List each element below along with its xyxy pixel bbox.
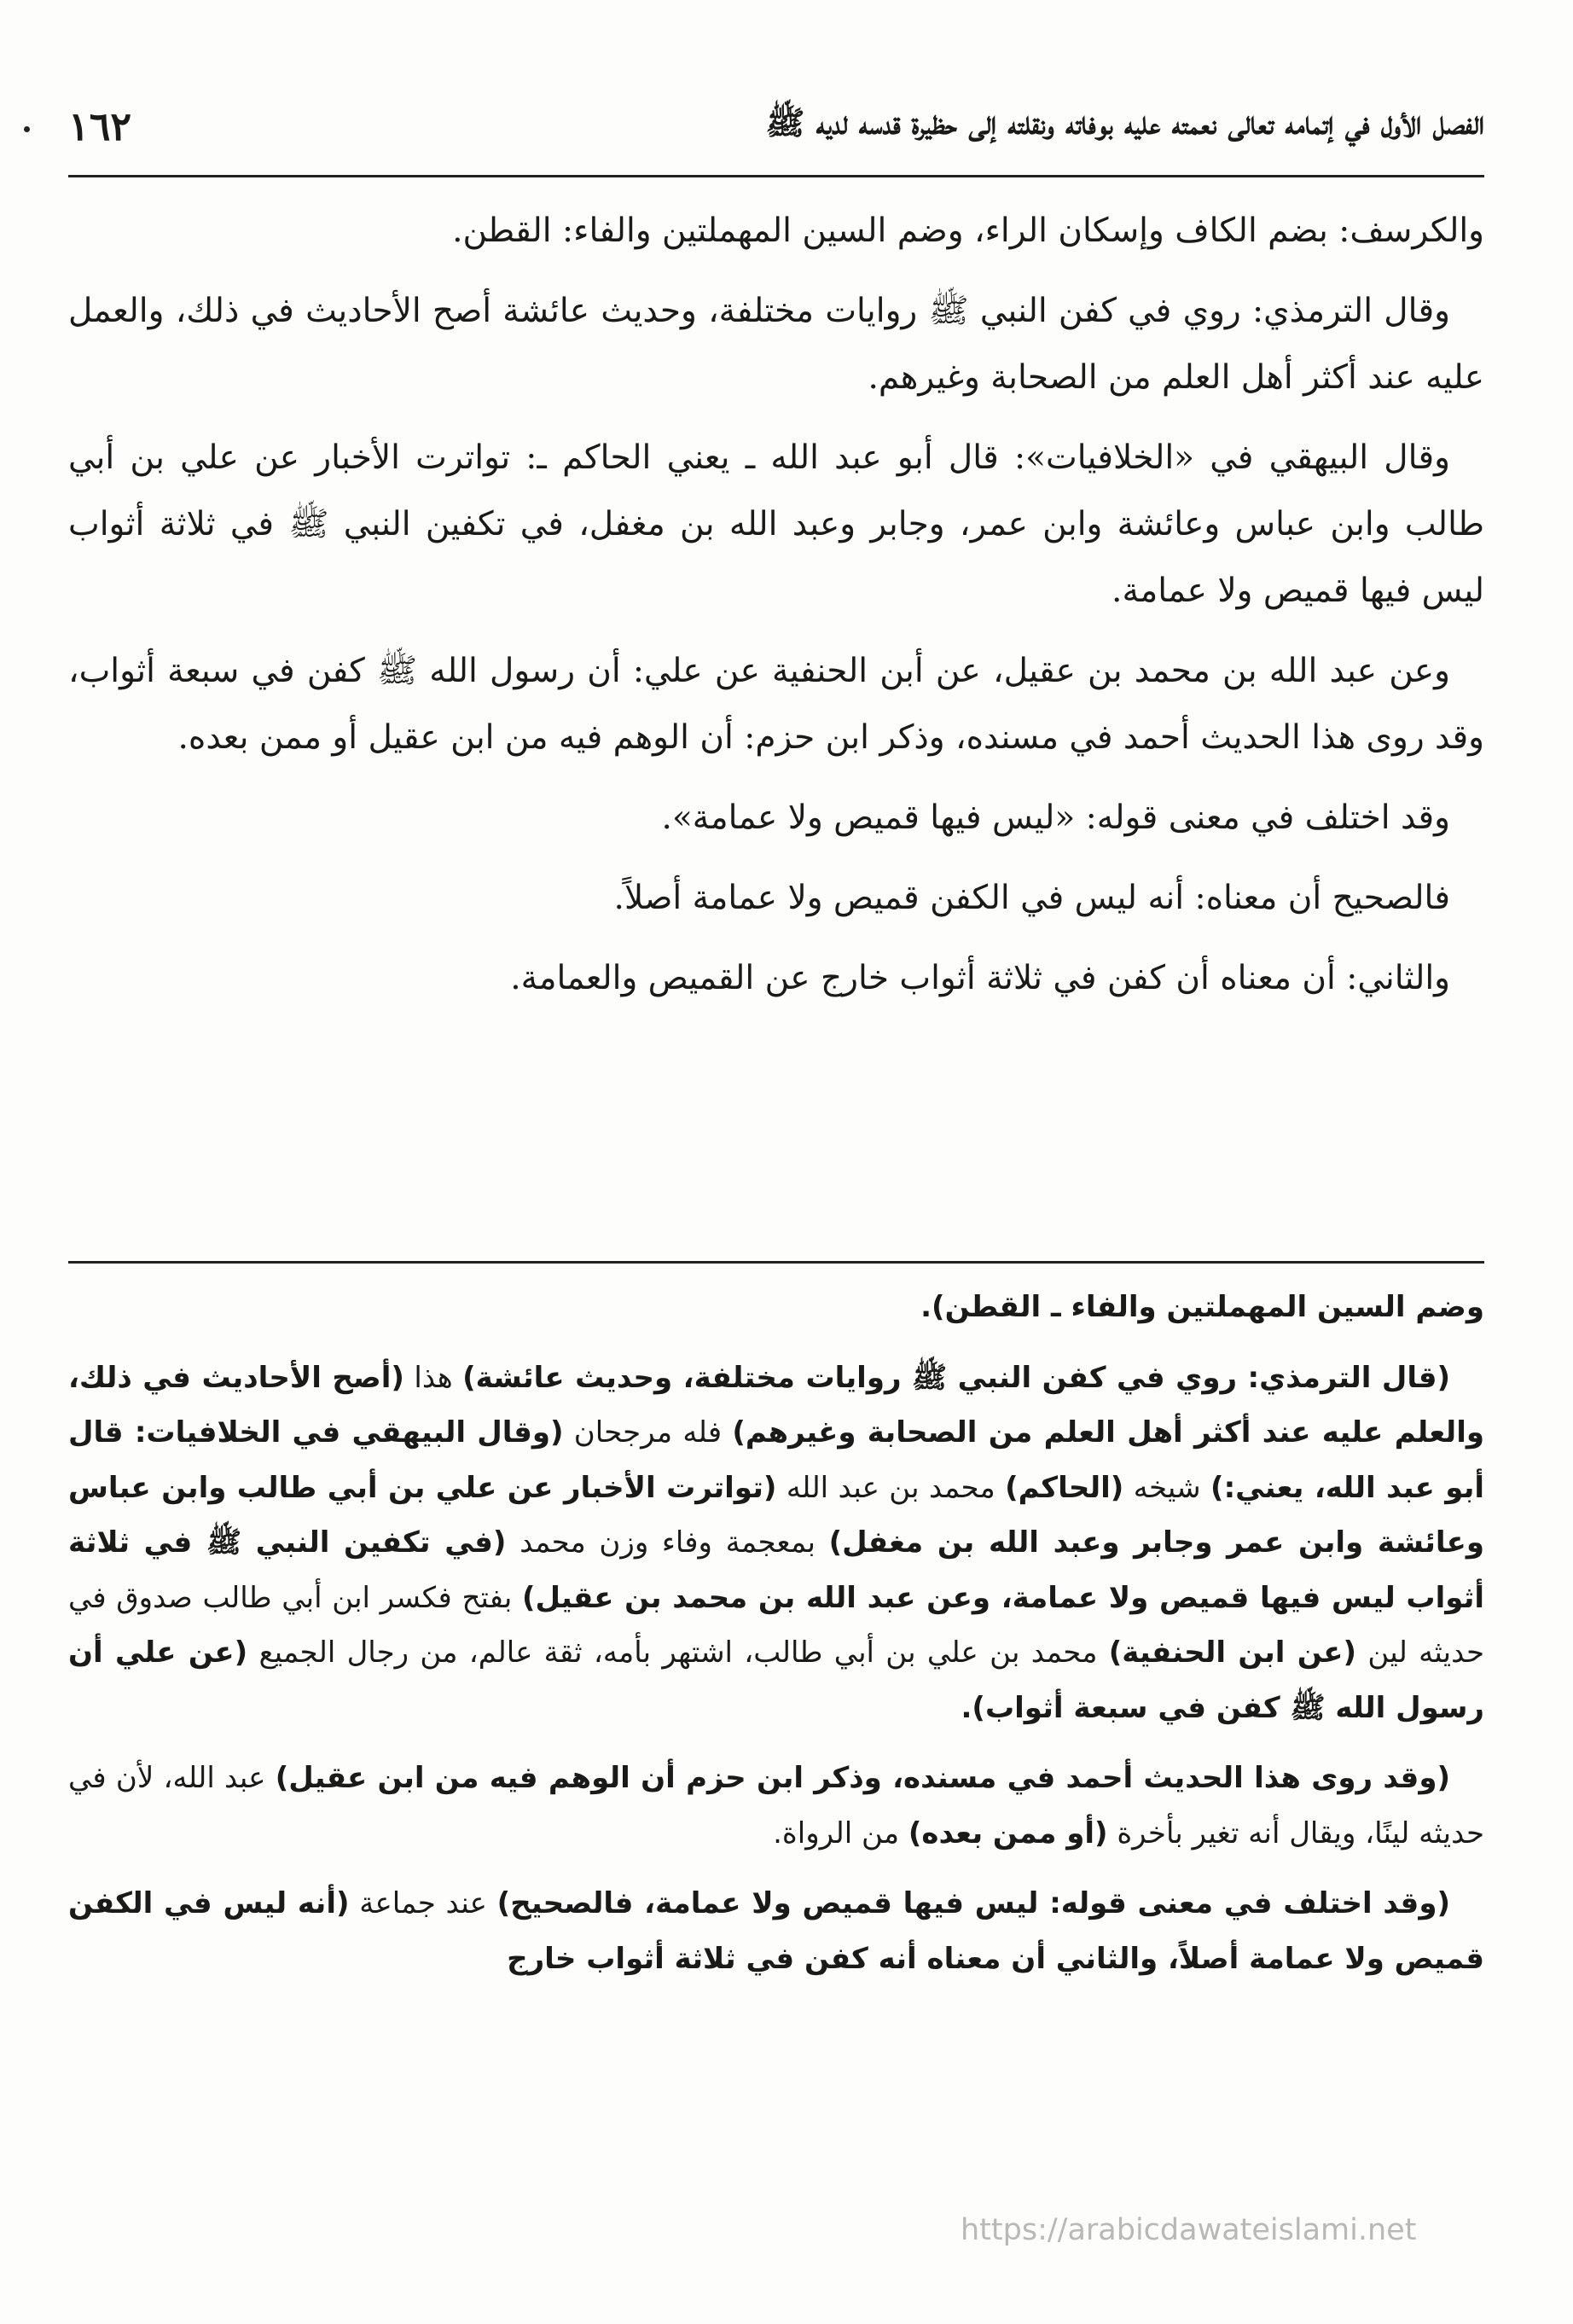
quoted-text: (وقد اختلف في معنى قوله: ليس فيها قميص ولا عمامة، فالصحيح) bbox=[496, 1886, 1450, 1920]
quoted-text: (قال الترمذي: روي في كفن النبي ﷺ روايات مختلفة، وحديث عائشة) bbox=[462, 1360, 1451, 1395]
quoted-text: (الحاكم) bbox=[1005, 1470, 1124, 1505]
gloss-text: فله مرجحان bbox=[563, 1415, 733, 1450]
page-number: ١٦٢ bbox=[68, 103, 132, 149]
quoted-text: (أو ممن بعده) bbox=[908, 1816, 1108, 1850]
gloss-text: بمعجمة وفاء وزن محمد bbox=[506, 1525, 829, 1560]
commentary bbox=[68, 1280, 1484, 2002]
gloss-text: شيخه bbox=[1123, 1470, 1211, 1505]
gloss-text: بفتح فكسر ابن أبي طالب صدوق في حديثه لين bbox=[68, 1580, 1484, 1670]
quoted-text: (وقد روى هذا الحديث أحمد في مسنده، وذكر ابن حزم أن الوهم فيه من ابن عقيل) bbox=[275, 1761, 1450, 1795]
quoted-text: (أنه ليس في الكفن قميص ولا عمامة أصلاً، والثاني أن معناه أنه كفن في ثلاثة أثواب خارج bbox=[68, 1886, 1484, 1976]
margin-dot bbox=[24, 126, 30, 132]
commentary-paragraph bbox=[68, 1751, 1484, 1861]
main-paragraph: وعن عبد الله بن محمد بن عقيل، عن أبن الحنفية عن علي: أن رسول الله ﷺ كفن في سبعة أثواب، وقد روى هذا الحديث أحمد في مسنده، وذكر ابن حزم: أن الوهم فيه من ابن عقيل أو ممن بعده. bbox=[68, 652, 1484, 757]
quoted-text: (عن علي أن رسول الله ﷺ كفن في سبعة أثواب). bbox=[68, 1636, 1484, 1725]
commentary-paragraph bbox=[68, 1280, 1484, 1335]
gloss-text: عند جماعة bbox=[349, 1886, 497, 1920]
running-head: الفصل الأول في إتمامه تعالى نعمته عليه بوفاته ونقلته إلى حظيرة قدسه لديه ﷺ bbox=[765, 102, 1484, 142]
quoted-text: (وقال البيهقي في الخلافيات: قال أبو عبد الله، يعني:) bbox=[68, 1415, 1485, 1505]
watermark-url: https://arabicdawateislami.net bbox=[961, 2213, 1417, 2247]
quoted-text: (في تكفين النبي ﷺ في ثلاثة أثواب ليس فيها قميص ولا عمامة، وعن عبد الله بن محمد بن عقيل) bbox=[68, 1525, 1484, 1615]
main-paragraph: وقال الترمذي: روي في كفن النبي ﷺ روايات مختلفة، وحديث عائشة أصح الأحاديث في ذلك، والعمل عليه عند أكثر أهل العلم من الصحابة وغيرهم. bbox=[68, 292, 1484, 397]
gloss-text: محمد بن عبد الله bbox=[776, 1470, 1006, 1505]
gloss-text: من الرواة. bbox=[773, 1816, 908, 1850]
main-paragraph: والكرسف: بضم الكاف وإسكان الراء، وضم السين المهملتين والفاء: القطن. bbox=[452, 212, 1484, 250]
gloss-text: عبد الله، لأن في حديثه لينًا، ويقال أنه تغير بأخرة bbox=[68, 1761, 1484, 1850]
main-paragraph: وقد اختلف في معنى قوله: «ليس فيها قميص ولا عمامة». bbox=[661, 799, 1450, 837]
page-header bbox=[68, 92, 1484, 160]
quoted-text: (أصح الأحاديث في ذلك، والعلم عليه عند أكثر أهل العلم من الصحابة وغيرهم) bbox=[68, 1360, 1484, 1450]
quoted-text: (عن ابن الحنفية) bbox=[1108, 1636, 1357, 1670]
main-text bbox=[68, 198, 1484, 1025]
quoted-text: (تواترت الأخبار عن علي بن أبي طالب وابن عباس وعائشة وابن عمر وجابر وعبد الله بن مغفل) bbox=[68, 1470, 1484, 1560]
commentary-paragraph bbox=[68, 1351, 1484, 1736]
commentary-paragraph bbox=[68, 1876, 1484, 1986]
header-rule bbox=[68, 175, 1484, 177]
gloss-text: محمد بن علي بن أبي طالب، اشتهر بأمه، ثقة عالم، من رجال الجميع bbox=[247, 1636, 1109, 1670]
gloss-text: هذا bbox=[403, 1360, 463, 1395]
footnote-rule bbox=[68, 1261, 1484, 1264]
main-paragraph: وقال البيهقي في «الخلافيات»: قال أبو عبد الله ـ يعني الحاكم ـ: تواترت الأخبار عن علي بن أبي طالب وابن عباس وعائشة وابن عمر، وجابر وعبد الله بن مغفل، في تكفين النبي ﷺ في ثلاثة أثواب ليس فيها قميص ولا عمامة. bbox=[68, 439, 1484, 610]
main-paragraph: فالصحيح أن معناه: أنه ليس في الكفن قميص ولا عمامة أصلاً. bbox=[613, 879, 1450, 917]
main-paragraph: والثاني: أن معناه أن كفن في ثلاثة أثواب خارج عن القميص والعمامة. bbox=[510, 959, 1450, 997]
quoted-text: وضم السين المهملتين والفاء ـ القطن). bbox=[920, 1290, 1484, 1324]
